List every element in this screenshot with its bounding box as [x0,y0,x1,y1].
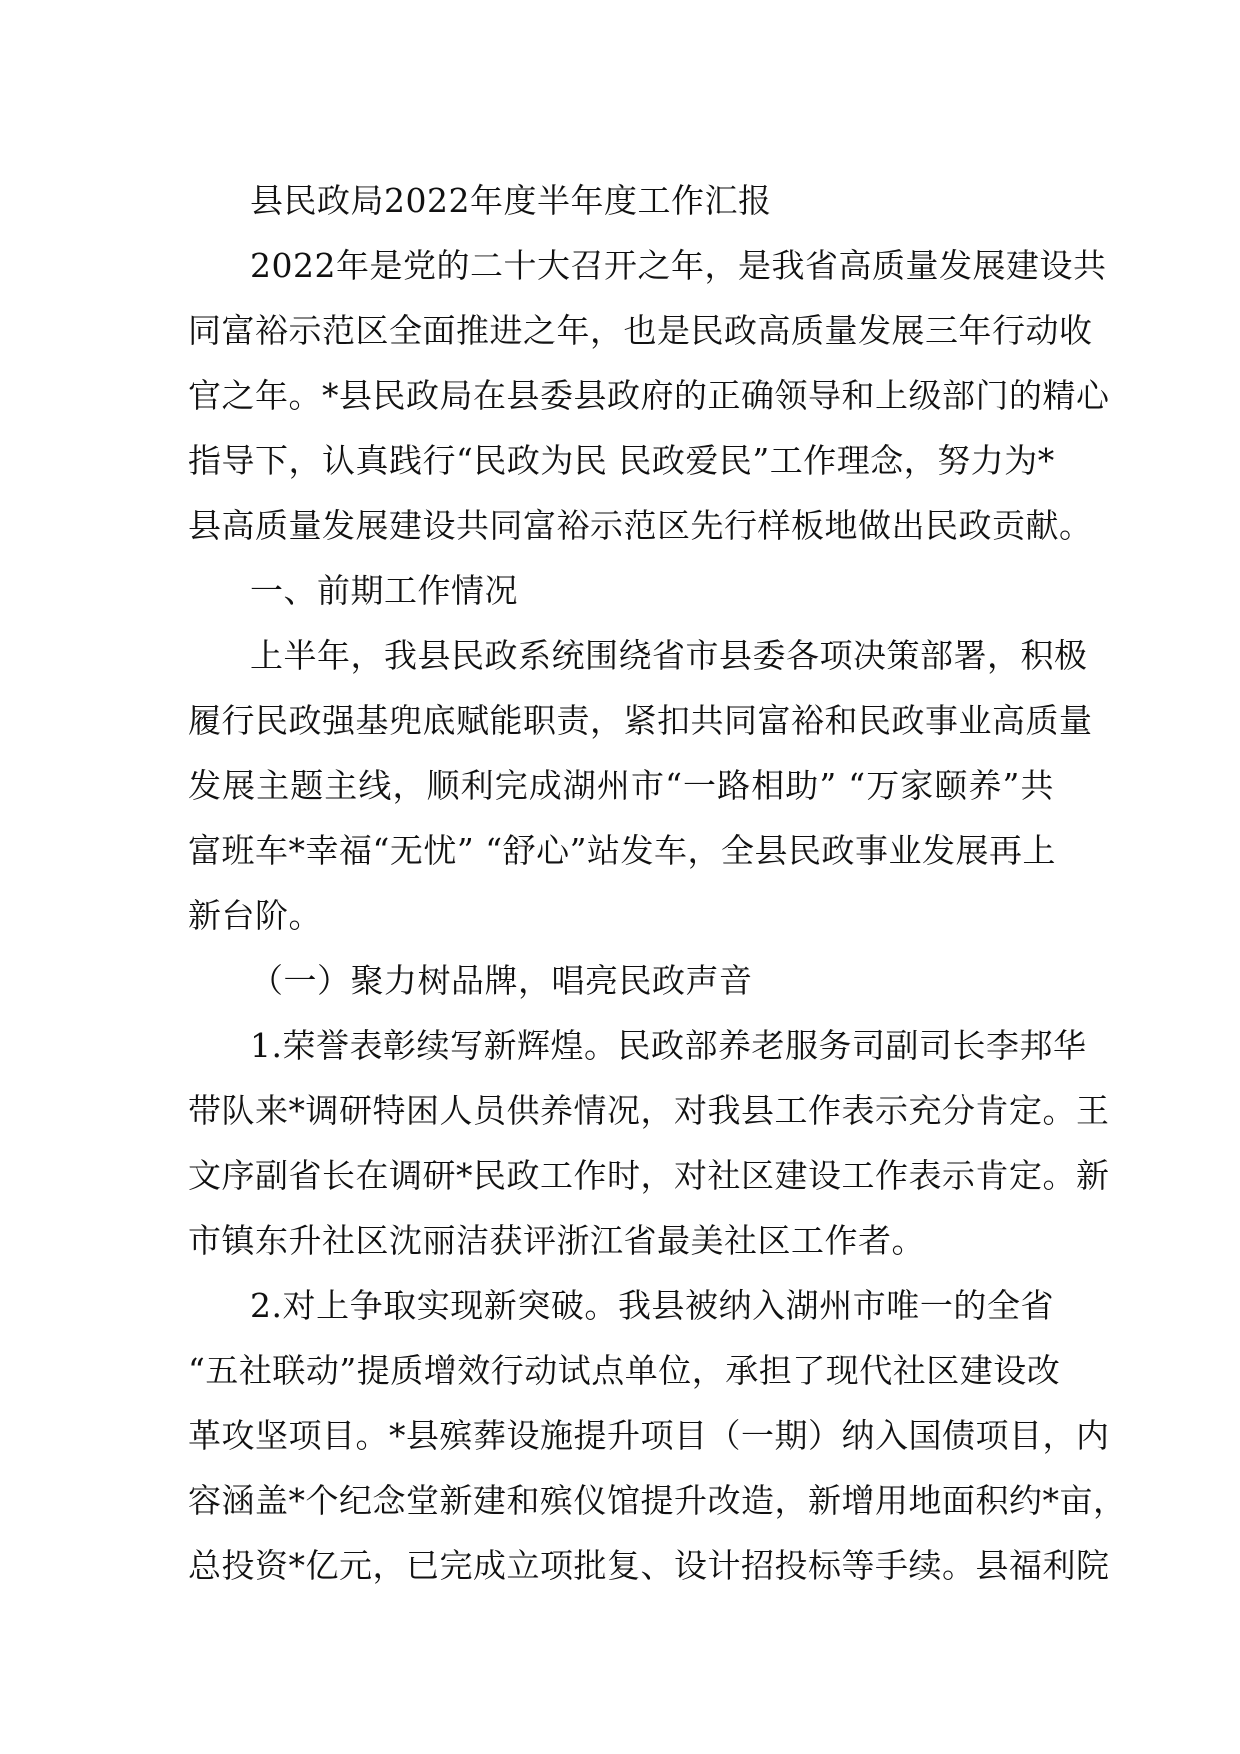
paragraph-line: 指导下，认真践行“民政为民 民政爱民”工作理念，努力为* [188,441,1055,480]
paragraph-line: 官之年。*县民政局在县委县政府的正确领导和上级部门的精心 [188,376,1110,415]
paragraph-line: 革攻坚项目。*县殡葬设施提升项目（一期）纳入国债项目，内 [188,1416,1110,1455]
subsection-heading: （一）聚力树品牌，唱亮民政声音 [250,961,753,1000]
paragraph-line: 文序副省长在调研*民政工作时，对社区建设工作表示肯定。新 [188,1156,1110,1195]
paragraph-line: 总投资*亿元，已完成立项批复、设计招投标等手续。县福利院 [188,1546,1110,1585]
document-body [188,168,1127,1598]
paragraph-line: 富班车*幸福“无忧” “舒心”站发车，全县民政事业发展再上 [188,831,1056,870]
paragraph-line: 市镇东升社区沈丽洁获评浙江省最美社区工作者。 [188,1221,925,1260]
paragraph-line: 2022年是党的二十大召开之年，是我省高质量发展建设共 [250,246,1107,285]
paragraph-line: 同富裕示范区全面推进之年，也是民政高质量发展三年行动收 [188,311,1093,350]
paragraph-line: 容涵盖*个纪念堂新建和殡仪馆提升改造，新增用地面积约*亩， [188,1481,1127,1520]
section-heading: 一、前期工作情况 [250,571,518,610]
paragraph-line: 县高质量发展建设共同富裕示范区先行样板地做出民政贡献。 [188,506,1093,545]
paragraph-line: 2.对上争取实现新突破。我县被纳入湖州市唯一的全省 [250,1286,1054,1325]
paragraph-line: 发展主题主线，顺利完成湖州市“一路相助” “万家颐养”共 [188,766,1054,805]
paragraph-line: 上半年，我县民政系统围绕省市县委各项决策部署，积极 [250,636,1088,675]
paragraph-line: 带队来*调研特困人员供养情况，对我县工作表示充分肯定。王 [188,1091,1110,1130]
document-title: 县民政局2022年度半年度工作汇报 [250,181,772,220]
paragraph-line: “五社联动”提质增效行动试点单位，承担了现代社区建设改 [188,1351,1061,1390]
paragraph-line: 履行民政强基兜底赋能职责，紧扣共同富裕和民政事业高质量 [188,701,1093,740]
paragraph-line: 1.荣誉表彰续写新辉煌。民政部养老服务司副司长李邦华 [250,1026,1087,1065]
paragraph-line: 新台阶。 [188,896,322,935]
